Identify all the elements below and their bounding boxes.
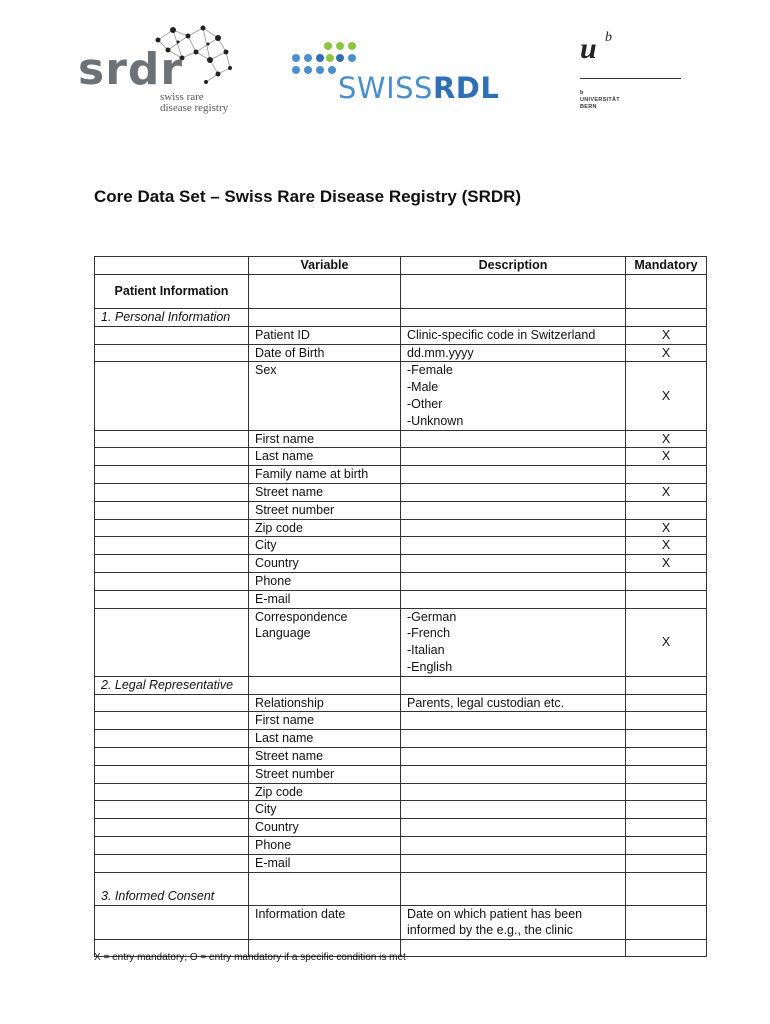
- variable-cell: [249, 519, 401, 537]
- mandatory-cell: X: [626, 483, 707, 501]
- column-header: Variable: [249, 257, 401, 275]
- description-cell: [401, 747, 626, 765]
- mandatory-cell: [626, 590, 707, 608]
- variable-cell-line: Zip code: [255, 520, 303, 535]
- empty-cell: [401, 309, 626, 327]
- table-row: [95, 466, 707, 484]
- variable-cell-line: E-mail: [255, 855, 291, 870]
- srdr-wordmark: srdr: [78, 44, 184, 95]
- description-cell-line: -Unknown: [407, 413, 464, 428]
- ub-divider: [580, 78, 681, 79]
- table-row: [95, 483, 707, 501]
- empty-cell: [249, 872, 401, 905]
- variable-cell: [249, 483, 401, 501]
- description-cell: [401, 501, 626, 519]
- description-cell: [401, 712, 626, 730]
- section-row: [95, 275, 707, 309]
- variable-cell-line: Country: [255, 556, 299, 571]
- table-row: [95, 801, 707, 819]
- variable-cell-line: Sex: [255, 363, 277, 378]
- description-cell: [401, 783, 626, 801]
- description-cell: [401, 854, 626, 872]
- mandatory-cell: X: [626, 555, 707, 573]
- variable-cell-line: Street number: [255, 766, 335, 781]
- table-header-row: [95, 257, 707, 275]
- empty-cell: [95, 572, 249, 590]
- variable-cell: [249, 344, 401, 362]
- description-cell: [401, 537, 626, 555]
- table-row: [95, 712, 707, 730]
- mandatory-cell: [626, 466, 707, 484]
- empty-cell: [401, 872, 626, 905]
- description-cell: [401, 519, 626, 537]
- empty-cell: [95, 326, 249, 344]
- mandatory-cell: [626, 783, 707, 801]
- variable-cell-line: City: [255, 802, 277, 817]
- group-row: [95, 309, 707, 327]
- empty-cell: [95, 448, 249, 466]
- variable-cell: [249, 836, 401, 854]
- description-cell: [401, 344, 626, 362]
- variable-cell-line: Information date: [255, 906, 346, 921]
- variable-cell-line: Patient ID: [255, 327, 310, 342]
- variable-cell: [249, 608, 401, 676]
- empty-cell: [95, 765, 249, 783]
- variable-cell: [249, 362, 401, 430]
- variable-cell-line: Language: [255, 626, 311, 641]
- description-cell-line: Date on which patient has been: [407, 906, 583, 921]
- variable-cell: [249, 783, 401, 801]
- mandatory-cell: X: [626, 326, 707, 344]
- description-cell: [401, 448, 626, 466]
- description-cell: [401, 801, 626, 819]
- table-row: [95, 572, 707, 590]
- description-cell-line: informed by the e.g., the clinic: [407, 923, 574, 938]
- empty-cell: [95, 362, 249, 430]
- description-cell: [401, 905, 626, 940]
- swissrdl-wordmark: SWISSRDL: [338, 71, 500, 105]
- description-cell: [401, 590, 626, 608]
- description-cell-line: -French: [407, 626, 451, 641]
- mandatory-cell: [626, 819, 707, 837]
- table-row: [95, 836, 707, 854]
- variable-cell-line: Last name: [255, 731, 314, 746]
- table-row: [95, 608, 707, 676]
- variable-cell-line: Street name: [255, 484, 324, 499]
- table-row: [95, 555, 707, 573]
- empty-cell: [401, 940, 626, 957]
- table-row: [95, 905, 707, 940]
- variable-cell: [249, 590, 401, 608]
- empty-cell: [626, 676, 707, 694]
- variable-cell-line: E-mail: [255, 591, 291, 606]
- empty-cell: [95, 747, 249, 765]
- empty-cell: [95, 694, 249, 712]
- description-cell-line: -Female: [407, 363, 453, 378]
- ub-text: b UNIVERSITÄT BERN: [580, 90, 620, 110]
- empty-cell: [95, 905, 249, 940]
- variable-cell-line: Phone: [255, 837, 292, 852]
- mandatory-cell: X: [626, 344, 707, 362]
- empty-cell: [95, 783, 249, 801]
- empty-cell: [95, 430, 249, 448]
- empty-cell: [95, 344, 249, 362]
- table-row: [95, 362, 707, 430]
- mandatory-cell: [626, 712, 707, 730]
- column-header: Mandatory: [626, 257, 707, 275]
- empty-cell: [95, 819, 249, 837]
- mandatory-cell: [626, 694, 707, 712]
- description-cell: [401, 326, 626, 344]
- description-cell: [401, 483, 626, 501]
- variable-cell-line: City: [255, 538, 277, 553]
- table-row: [95, 819, 707, 837]
- core-data-table: [94, 256, 707, 957]
- variable-cell-line: Last name: [255, 449, 314, 464]
- srdr-logo: [78, 22, 248, 122]
- variable-cell: [249, 501, 401, 519]
- mandatory-cell: X: [626, 430, 707, 448]
- variable-cell: [249, 466, 401, 484]
- table-row: [95, 430, 707, 448]
- table-row: [95, 519, 707, 537]
- mandatory-cell: [626, 854, 707, 872]
- description-cell-line: -Italian: [407, 643, 445, 658]
- table-row: [95, 537, 707, 555]
- table-row: [95, 783, 707, 801]
- mandatory-cell: X: [626, 362, 707, 430]
- university-bern-logo: [580, 30, 690, 110]
- empty-cell: [95, 854, 249, 872]
- description-cell: [401, 836, 626, 854]
- description-cell: [401, 765, 626, 783]
- empty-cell: [95, 501, 249, 519]
- variable-cell: [249, 555, 401, 573]
- variable-cell-line: Correspondence: [255, 609, 348, 624]
- empty-cell: [95, 519, 249, 537]
- header-logos: [0, 0, 770, 130]
- description-cell-line: -Male: [407, 380, 439, 395]
- empty-cell: [95, 466, 249, 484]
- table-row: [95, 694, 707, 712]
- variable-cell: [249, 854, 401, 872]
- group-row: [95, 872, 707, 905]
- table-row: [95, 854, 707, 872]
- variable-cell: [249, 694, 401, 712]
- empty-cell: [95, 483, 249, 501]
- table-row: [95, 326, 707, 344]
- table-row: [95, 501, 707, 519]
- section-title: Patient Information: [95, 275, 249, 309]
- mandatory-cell: X: [626, 448, 707, 466]
- variable-cell: [249, 572, 401, 590]
- group-label: 1. Personal Information: [95, 309, 249, 327]
- mandatory-cell: [626, 501, 707, 519]
- description-cell: [401, 362, 626, 430]
- group-label: 3. Informed Consent: [95, 872, 249, 905]
- document-title: Core Data Set – Swiss Rare Disease Registry (SRDR): [94, 187, 522, 206]
- variable-cell-line: Zip code: [255, 784, 303, 799]
- table-row: [95, 344, 707, 362]
- variable-cell: [249, 326, 401, 344]
- empty-cell: [626, 940, 707, 957]
- mandatory-cell: [626, 572, 707, 590]
- empty-cell: [249, 309, 401, 327]
- empty-cell: [249, 275, 401, 309]
- description-cell-line: dd.mm.yyyy: [407, 345, 474, 360]
- column-header: Description: [401, 257, 626, 275]
- description-cell: [401, 572, 626, 590]
- mandatory-cell: [626, 905, 707, 940]
- variable-cell: [249, 712, 401, 730]
- table-row: [95, 448, 707, 466]
- variable-cell: [249, 905, 401, 940]
- column-header: [95, 257, 249, 275]
- variable-cell-line: Phone: [255, 573, 292, 588]
- ub-mark: u: [580, 32, 597, 65]
- group-row: [95, 676, 707, 694]
- variable-cell: [249, 819, 401, 837]
- mandatory-cell: X: [626, 608, 707, 676]
- mandatory-cell: [626, 836, 707, 854]
- variable-cell-line: Family name at birth: [255, 467, 369, 482]
- empty-cell: [249, 676, 401, 694]
- empty-cell: [626, 872, 707, 905]
- description-cell: [401, 730, 626, 748]
- description-cell-line: Clinic-specific code in Switzerland: [407, 327, 596, 342]
- description-cell-line: -German: [407, 609, 457, 624]
- variable-cell: [249, 765, 401, 783]
- swissrdl-logo: [290, 40, 530, 104]
- description-cell: [401, 694, 626, 712]
- empty-cell: [95, 537, 249, 555]
- variable-cell: [249, 448, 401, 466]
- description-cell: [401, 819, 626, 837]
- mandatory-cell: X: [626, 537, 707, 555]
- empty-cell: [95, 801, 249, 819]
- description-cell: [401, 466, 626, 484]
- empty-cell: [401, 676, 626, 694]
- description-cell: [401, 555, 626, 573]
- mandatory-cell: [626, 801, 707, 819]
- table-row: [95, 747, 707, 765]
- variable-cell: [249, 747, 401, 765]
- empty-cell: [95, 836, 249, 854]
- ub-superscript: b: [605, 30, 612, 45]
- mandatory-cell: [626, 730, 707, 748]
- empty-cell: [626, 309, 707, 327]
- description-cell: [401, 608, 626, 676]
- srdr-subtitle: swiss rare disease registry: [160, 91, 229, 114]
- empty-cell: [95, 590, 249, 608]
- empty-cell: [401, 275, 626, 309]
- variable-cell: [249, 537, 401, 555]
- empty-cell: [95, 730, 249, 748]
- description-cell: [401, 430, 626, 448]
- variable-cell-line: Relationship: [255, 695, 324, 710]
- variable-cell-line: Country: [255, 820, 299, 835]
- variable-cell-line: Date of Birth: [255, 345, 325, 360]
- table-row: [95, 590, 707, 608]
- table-row: [95, 765, 707, 783]
- variable-cell-line: First name: [255, 713, 315, 728]
- empty-cell: [95, 608, 249, 676]
- empty-cell: [95, 712, 249, 730]
- group-label: 2. Legal Representative: [95, 676, 249, 694]
- table-row: [95, 730, 707, 748]
- variable-cell: [249, 801, 401, 819]
- description-cell-line: -Other: [407, 396, 443, 411]
- footer-note: X = entry mandatory; O = entry mandatory if a specific condition is met: [94, 952, 406, 963]
- variable-cell-line: Street name: [255, 748, 324, 763]
- variable-cell-line: Street number: [255, 502, 335, 517]
- empty-cell: [95, 555, 249, 573]
- empty-cell: [626, 275, 707, 309]
- mandatory-cell: [626, 747, 707, 765]
- mandatory-cell: X: [626, 519, 707, 537]
- description-cell-line: Parents, legal custodian etc.: [407, 695, 565, 710]
- variable-cell-line: First name: [255, 431, 315, 446]
- description-cell-line: -English: [407, 659, 453, 674]
- mandatory-cell: [626, 765, 707, 783]
- variable-cell: [249, 730, 401, 748]
- variable-cell: [249, 430, 401, 448]
